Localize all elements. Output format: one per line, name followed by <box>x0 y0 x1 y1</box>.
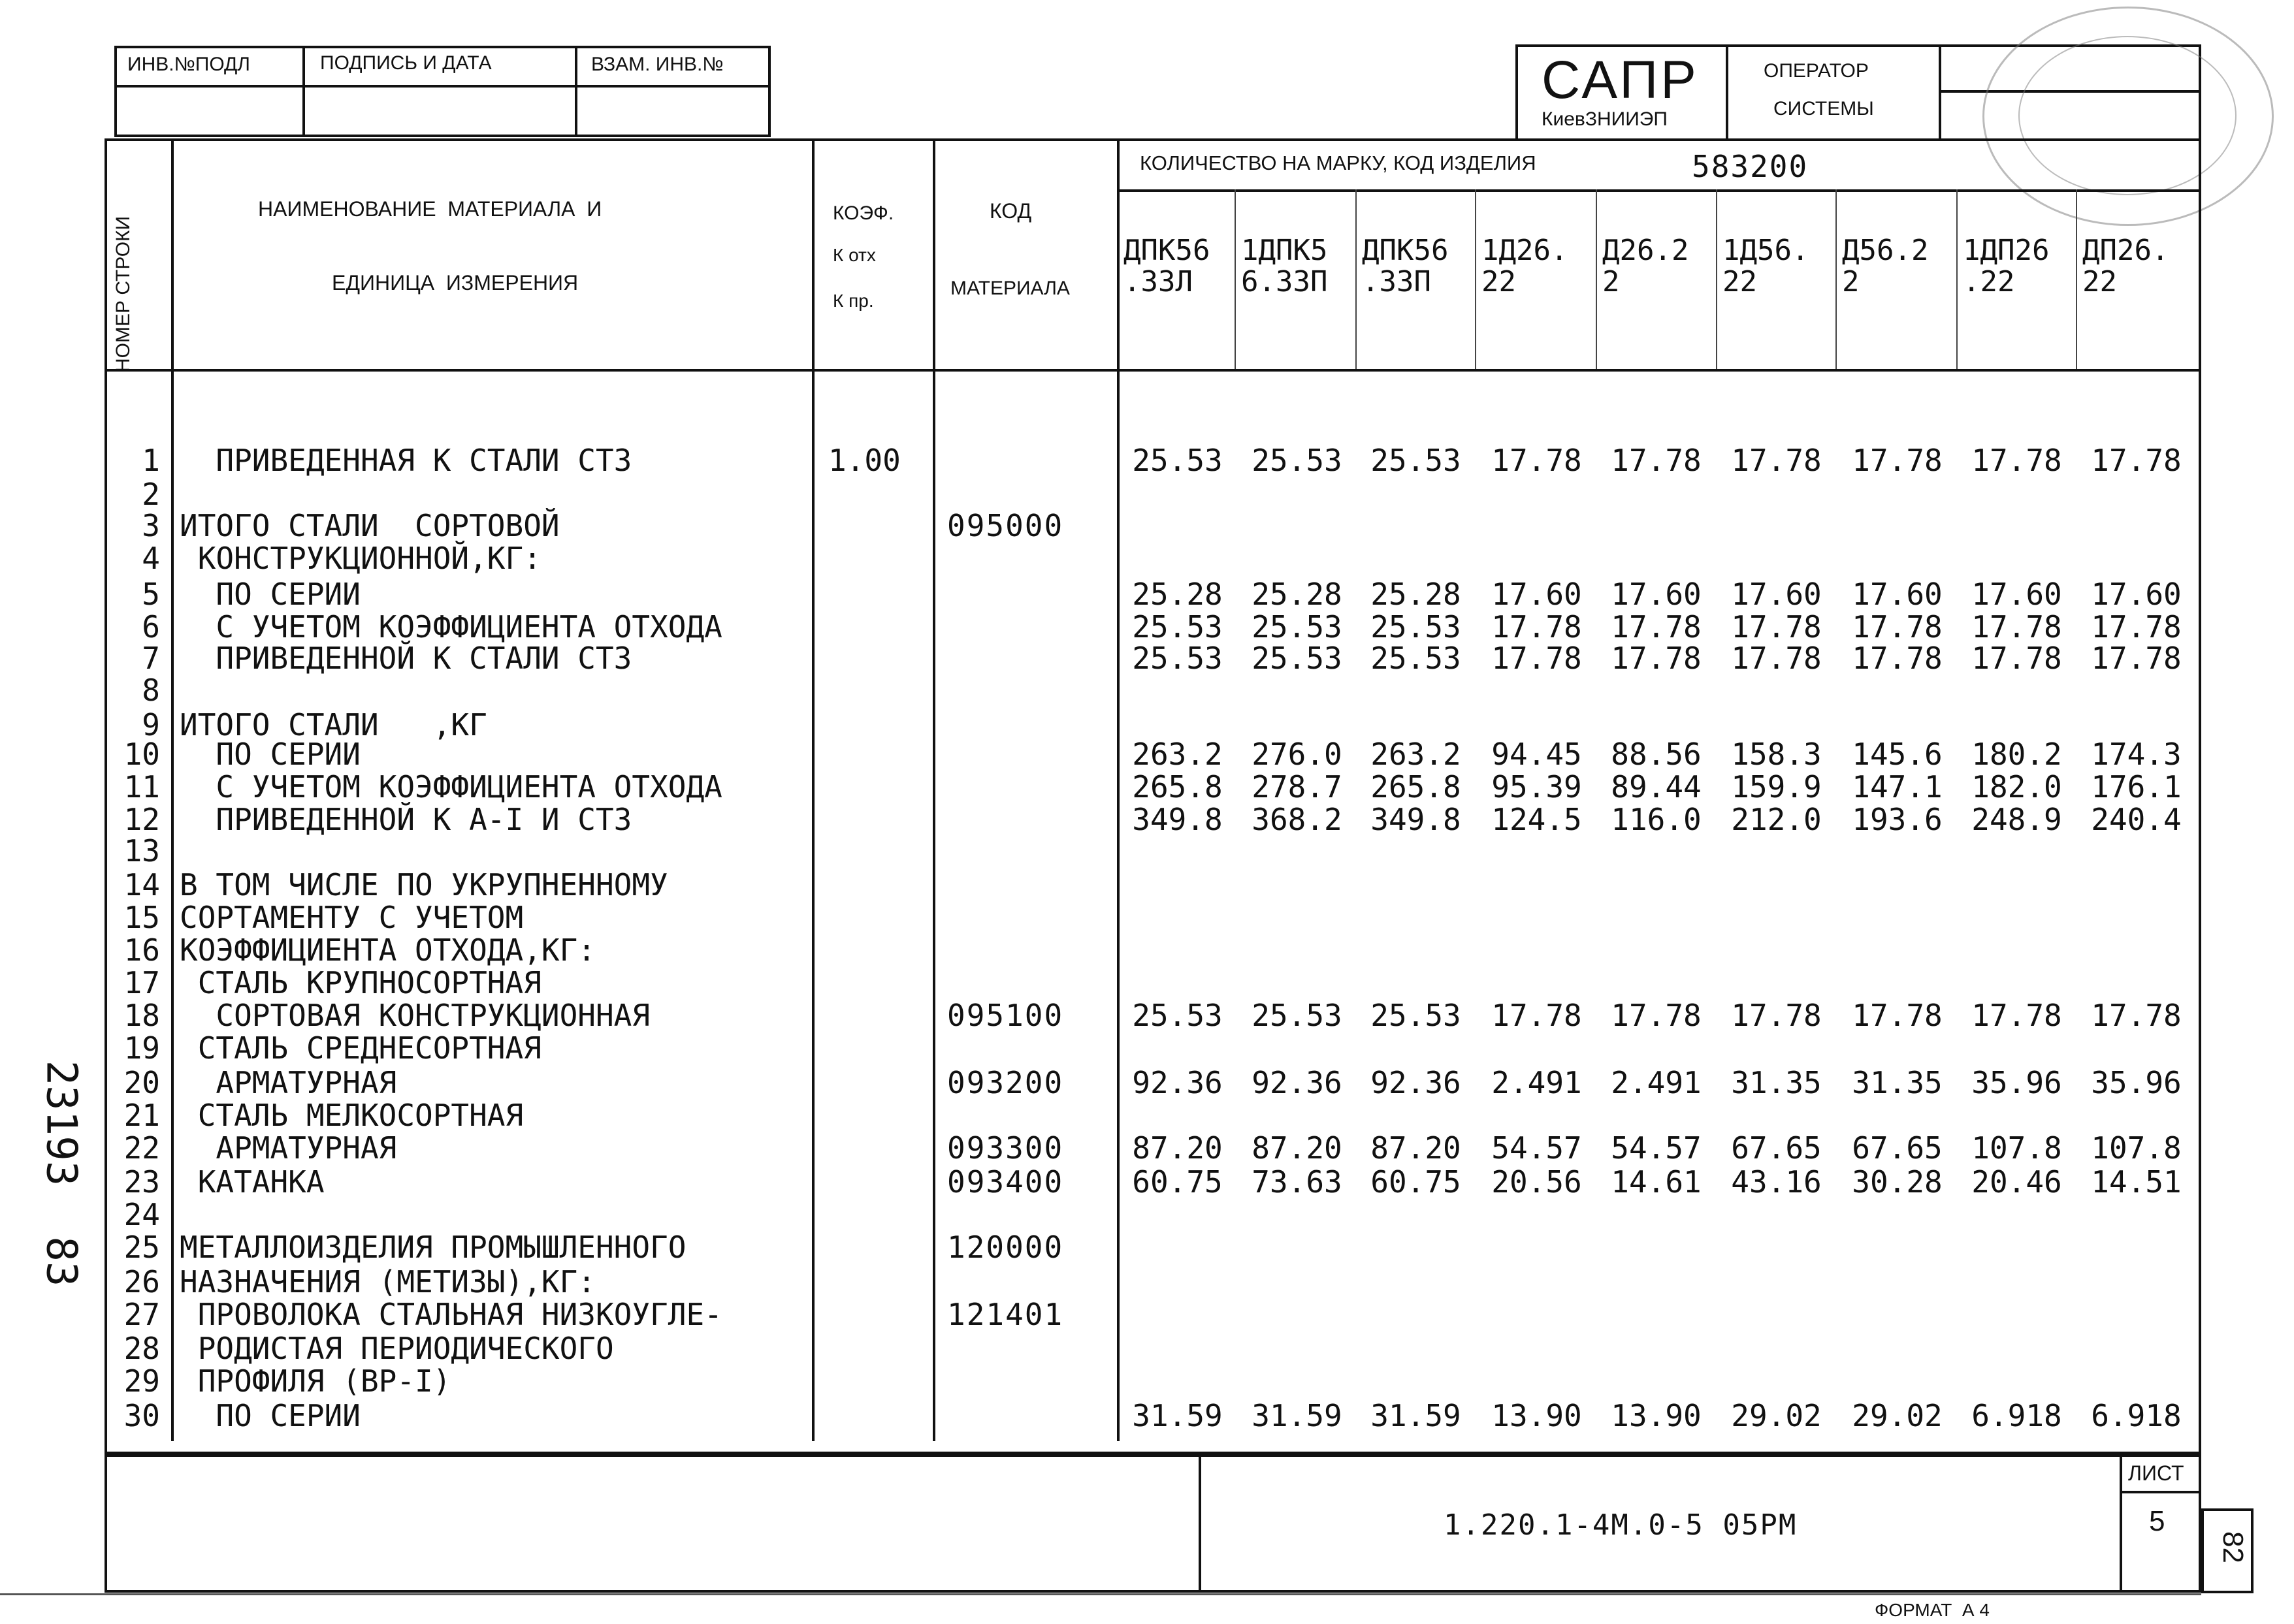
row-value-col-9: 17.78 <box>2091 609 2182 645</box>
row-material-code: 121401 <box>947 1297 1064 1332</box>
row-material-name: ПРОФИЛЯ (ВР-I) <box>180 1363 451 1399</box>
col-header-4: 1Д26. 22 <box>1481 234 1568 298</box>
sheet-label: ЛИСТ <box>2128 1461 2184 1485</box>
row-value-col-6: 159.9 <box>1731 769 1822 804</box>
row-number: 24 <box>123 1197 160 1232</box>
row-value-col-1: 25.53 <box>1132 443 1223 478</box>
row-value-col-4: 54.57 <box>1491 1130 1582 1166</box>
row-value-col-8: 20.46 <box>1971 1164 2062 1200</box>
row-value-col-5: 17.78 <box>1611 443 1702 478</box>
row-value-col-7: 145.6 <box>1852 737 1943 772</box>
row-number: 17 <box>123 965 160 1000</box>
row-material-name: ИТОГО СТАЛИ ,КГ <box>180 707 487 742</box>
row-value-col-7: 30.28 <box>1852 1164 1943 1200</box>
col-header-7: Д56.2 2 <box>1842 234 1929 298</box>
row-number: 10 <box>123 737 160 772</box>
col-header-6: 1Д56. 22 <box>1722 234 1809 298</box>
col-header-5: Д26.2 2 <box>1602 234 1689 298</box>
row-value-col-2: 92.36 <box>1252 1065 1342 1100</box>
row-value-col-7: 193.6 <box>1852 802 1943 837</box>
row-material-name: ПРОВОЛОКА СТАЛЬНАЯ НИЗКОУГЛЕ- <box>180 1297 722 1332</box>
row-value-col-3: 60.75 <box>1370 1164 1461 1200</box>
row-value-col-8: 182.0 <box>1971 769 2062 804</box>
row-value-col-7: 17.78 <box>1852 609 1943 645</box>
document-code: 1.220.1-4М.0-5 05РМ <box>1444 1508 1798 1542</box>
row-value-col-1: 25.28 <box>1132 577 1223 612</box>
row-number: 15 <box>123 900 160 935</box>
row-number: 21 <box>123 1098 160 1133</box>
row-value-col-6: 29.02 <box>1731 1398 1822 1433</box>
row-value-col-8: 17.60 <box>1971 577 2062 612</box>
row-number: 1 <box>142 443 160 478</box>
row-number: 7 <box>142 641 160 676</box>
row-value-col-1: 349.8 <box>1132 802 1223 837</box>
row-value-col-3: 25.28 <box>1370 577 1461 612</box>
row-value-col-2: 87.20 <box>1252 1130 1342 1166</box>
row-number: 9 <box>142 707 160 742</box>
row-value-col-8: 17.78 <box>1971 998 2062 1033</box>
row-value-col-3: 25.53 <box>1370 609 1461 645</box>
row-value-col-3: 25.53 <box>1370 641 1461 676</box>
row-number: 16 <box>123 932 160 968</box>
row-value-col-5: 116.0 <box>1611 802 1702 837</box>
col-header-8: 1ДП26 .22 <box>1963 234 2050 298</box>
row-value-col-6: 158.3 <box>1731 737 1822 772</box>
coef-header-line2: К отх <box>833 245 876 265</box>
row-number: 26 <box>123 1264 160 1299</box>
row-value-col-5: 17.78 <box>1611 641 1702 676</box>
row-value-col-9: 6.918 <box>2091 1398 2182 1433</box>
row-number: 23 <box>123 1164 160 1200</box>
row-value-col-6: 31.35 <box>1731 1065 1822 1100</box>
row-number: 8 <box>142 673 160 708</box>
row-value-col-4: 13.90 <box>1491 1398 1582 1433</box>
row-material-code: 093300 <box>947 1130 1064 1166</box>
row-value-col-2: 25.53 <box>1252 641 1342 676</box>
row-value-col-6: 17.78 <box>1731 998 1822 1033</box>
row-value-col-6: 17.78 <box>1731 609 1822 645</box>
row-value-col-2: 25.53 <box>1252 443 1342 478</box>
row-material-name: ПО СЕРИИ <box>180 577 361 612</box>
row-value-col-7: 147.1 <box>1852 769 1943 804</box>
row-number: 28 <box>123 1331 160 1366</box>
row-value-col-4: 94.45 <box>1491 737 1582 772</box>
row-value-col-5: 13.90 <box>1611 1398 1702 1433</box>
row-material-name: АРМАТУРНАЯ <box>180 1065 397 1100</box>
row-number: 18 <box>123 998 160 1033</box>
row-material-name: С УЧЕТОМ КОЭФФИЦИЕНТА ОТХОДА <box>180 609 722 645</box>
row-value-col-1: 25.53 <box>1132 609 1223 645</box>
row-value-col-2: 73.63 <box>1252 1164 1342 1200</box>
format-label: ФОРМАТ А 4 <box>1875 1600 1990 1620</box>
row-value-col-1: 87.20 <box>1132 1130 1223 1166</box>
row-value-col-7: 29.02 <box>1852 1398 1943 1433</box>
row-material-name: ИТОГО СТАЛИ СОРТОВОЙ <box>180 508 560 543</box>
row-material-name: СТАЛЬ МЕЛКОСОРТНАЯ <box>180 1098 524 1133</box>
row-number: 12 <box>123 802 160 837</box>
row-material-name: СОРТОВАЯ КОНСТРУКЦИОННАЯ <box>180 998 651 1033</box>
podpis-data-label: ПОДПИСЬ И ДАТА <box>320 52 492 74</box>
row-value-col-5: 17.60 <box>1611 577 1702 612</box>
row-material-name: ПО СЕРИИ <box>180 1398 361 1433</box>
row-value-col-8: 6.918 <box>1971 1398 2062 1433</box>
name-header-line1: НАИМЕНОВАНИЕ МАТЕРИАЛА И <box>258 197 602 221</box>
row-value-col-3: 263.2 <box>1370 737 1461 772</box>
row-value-col-4: 17.78 <box>1491 443 1582 478</box>
row-number: 6 <box>142 609 160 645</box>
row-material-name: СТАЛЬ КРУПНОСОРТНАЯ <box>180 965 541 1000</box>
operator-label: ОПЕРАТОР <box>1764 60 1869 82</box>
row-material-code: 093400 <box>947 1164 1064 1200</box>
vzam-inv-label: ВЗАМ. ИНВ.№ <box>591 54 724 75</box>
row-material-name: МЕТАЛЛОИЗДЕЛИЯ ПРОМЫШЛЕННОГО <box>180 1230 687 1265</box>
row-value-col-8: 107.8 <box>1971 1130 2062 1166</box>
row-material-name: СТАЛЬ СРЕДНЕСОРТНАЯ <box>180 1030 541 1066</box>
row-number: 30 <box>123 1398 160 1433</box>
row-value-col-3: 349.8 <box>1370 802 1461 837</box>
row-value-col-9: 240.4 <box>2091 802 2182 837</box>
row-value-col-9: 174.3 <box>2091 737 2182 772</box>
row-value-col-2: 25.28 <box>1252 577 1342 612</box>
row-material-name: КОНСТРУКЦИОННОЙ,КГ: <box>180 541 541 576</box>
row-value-col-1: 60.75 <box>1132 1164 1223 1200</box>
row-material-code: 120000 <box>947 1230 1064 1265</box>
row-value-col-5: 88.56 <box>1611 737 1702 772</box>
col-header-9: ДП26. 22 <box>2082 234 2169 298</box>
row-value-col-5: 14.61 <box>1611 1164 1702 1200</box>
row-value-col-9: 107.8 <box>2091 1130 2182 1166</box>
code-header-line2: МАТЕРИАЛА <box>950 278 1070 299</box>
row-value-col-3: 87.20 <box>1370 1130 1461 1166</box>
row-value-col-2: 278.7 <box>1252 769 1342 804</box>
row-value-col-9: 17.60 <box>2091 577 2182 612</box>
row-value-col-2: 31.59 <box>1252 1398 1342 1433</box>
row-material-name: СОРТАМЕНТУ С УЧЕТОМ <box>180 900 524 935</box>
inv-podl-label: ИНВ.№ПОДЛ <box>127 54 250 75</box>
col-header-1: ДПК56 .33Л <box>1123 234 1210 298</box>
row-value-col-4: 17.78 <box>1491 641 1582 676</box>
qty-header-label: КОЛИЧЕСТВО НА МАРКУ, КОД ИЗДЕЛИЯ <box>1140 151 1536 174</box>
name-header-line2: ЕДИНИЦА ИЗМЕРЕНИЯ <box>332 271 579 295</box>
product-code: 583200 <box>1692 149 1809 184</box>
row-value-col-1: 31.59 <box>1132 1398 1223 1433</box>
row-value-col-7: 17.60 <box>1852 577 1943 612</box>
row-value-col-5: 17.78 <box>1611 998 1702 1033</box>
row-value-col-2: 368.2 <box>1252 802 1342 837</box>
col-header-2: 1ДПК5 6.33П <box>1241 234 1328 298</box>
row-material-name: АРМАТУРНАЯ <box>180 1130 397 1166</box>
row-material-name: В ТОМ ЧИСЛЕ ПО УКРУПНЕННОМУ <box>180 867 668 902</box>
row-number: 29 <box>123 1363 160 1399</box>
row-value-col-9: 17.78 <box>2091 998 2182 1033</box>
row-value-col-1: 265.8 <box>1132 769 1223 804</box>
row-number: 11 <box>123 769 160 804</box>
row-number: 27 <box>123 1297 160 1332</box>
row-value-col-4: 17.60 <box>1491 577 1582 612</box>
row-material-code: 095100 <box>947 998 1064 1033</box>
row-value-col-4: 95.39 <box>1491 769 1582 804</box>
row-number: 22 <box>123 1130 160 1166</box>
row-material-name: ПРИВЕДЕННОЙ К СТАЛИ СТ3 <box>180 641 632 676</box>
row-value-col-6: 67.65 <box>1731 1130 1822 1166</box>
row-value-col-4: 2.491 <box>1491 1065 1582 1100</box>
row-value-col-9: 14.51 <box>2091 1164 2182 1200</box>
row-value-col-8: 35.96 <box>1971 1065 2062 1100</box>
row-value-col-9: 17.78 <box>2091 641 2182 676</box>
row-value-col-6: 17.60 <box>1731 577 1822 612</box>
row-value-col-2: 276.0 <box>1252 737 1342 772</box>
row-value-col-9: 176.1 <box>2091 769 2182 804</box>
row-number: 13 <box>123 833 160 868</box>
row-value-col-9: 17.78 <box>2091 443 2182 478</box>
org-name: КиевЗНИИЭП <box>1542 108 1668 130</box>
row-value-col-4: 124.5 <box>1491 802 1582 837</box>
row-material-name: ПО СЕРИИ <box>180 737 361 772</box>
row-value-col-3: 92.36 <box>1370 1065 1461 1100</box>
row-material-name: ПРИВЕДЕННОЙ К А-I И СТ3 <box>180 802 632 837</box>
row-value-col-3: 25.53 <box>1370 443 1461 478</box>
row-value-col-7: 17.78 <box>1852 641 1943 676</box>
row-number: 4 <box>142 541 160 576</box>
row-number: 19 <box>123 1030 160 1066</box>
row-number: 20 <box>123 1065 160 1100</box>
row-material-name: КОЭФФИЦИЕНТА ОТХОДА,КГ: <box>180 932 596 968</box>
row-value-col-6: 43.16 <box>1731 1164 1822 1200</box>
row-value-col-3: 31.59 <box>1370 1398 1461 1433</box>
footer-frame <box>105 1454 2201 1593</box>
row-value-col-6: 212.0 <box>1731 802 1822 837</box>
row-value-col-4: 20.56 <box>1491 1164 1582 1200</box>
row-value-col-8: 180.2 <box>1971 737 2062 772</box>
row-value-col-6: 17.78 <box>1731 443 1822 478</box>
row-value-col-4: 17.78 <box>1491 609 1582 645</box>
left-margin-number: 23193 83 <box>37 1060 86 1287</box>
code-header-line1: КОД <box>990 199 1032 223</box>
row-material-code: 095000 <box>947 508 1064 543</box>
row-value-col-6: 17.78 <box>1731 641 1822 676</box>
row-value-col-7: 67.65 <box>1852 1130 1943 1166</box>
row-material-name: РОДИСТАЯ ПЕРИОДИЧЕСКОГО <box>180 1331 614 1366</box>
row-value-col-8: 17.78 <box>1971 443 2062 478</box>
row-number-header: НОМЕР СТРОКИ <box>112 215 134 372</box>
row-number: 14 <box>123 867 160 902</box>
row-value-col-4: 17.78 <box>1491 998 1582 1033</box>
row-material-name: С УЧЕТОМ КОЭФФИЦИЕНТА ОТХОДА <box>180 769 722 804</box>
row-value-col-1: 263.2 <box>1132 737 1223 772</box>
sapr-logo: САПР <box>1542 50 1699 110</box>
row-value-col-3: 265.8 <box>1370 769 1461 804</box>
row-value-col-3: 25.53 <box>1370 998 1461 1033</box>
col-header-3: ДПК56 .33П <box>1362 234 1449 298</box>
row-coefficient: 1.00 <box>828 443 901 478</box>
row-value-col-8: 17.78 <box>1971 609 2062 645</box>
sheet-number: 5 <box>2149 1505 2165 1537</box>
row-value-col-7: 31.35 <box>1852 1065 1943 1100</box>
row-number: 3 <box>142 508 160 543</box>
row-material-name: НАЗНАЧЕНИЯ (МЕТИЗЫ),КГ: <box>180 1264 596 1299</box>
row-value-col-2: 25.53 <box>1252 998 1342 1033</box>
row-value-col-8: 248.9 <box>1971 802 2062 837</box>
row-material-code: 093200 <box>947 1065 1064 1100</box>
row-value-col-5: 2.491 <box>1611 1065 1702 1100</box>
row-value-col-8: 17.78 <box>1971 641 2062 676</box>
row-material-name: ПРИВЕДЕННАЯ К СТАЛИ СТ3 <box>180 443 632 478</box>
row-value-col-9: 35.96 <box>2091 1065 2182 1100</box>
row-value-col-1: 25.53 <box>1132 641 1223 676</box>
row-value-col-5: 54.57 <box>1611 1130 1702 1166</box>
sistemy-label: СИСТЕМЫ <box>1773 98 1874 119</box>
row-value-col-7: 17.78 <box>1852 443 1943 478</box>
row-material-name: КАТАНКА <box>180 1164 325 1200</box>
coef-header-line3: К пр. <box>833 291 874 311</box>
coef-header-line1: КОЭФ. <box>833 202 894 224</box>
row-number: 25 <box>123 1230 160 1265</box>
row-value-col-1: 25.53 <box>1132 998 1223 1033</box>
row-value-col-2: 25.53 <box>1252 609 1342 645</box>
row-value-col-5: 17.78 <box>1611 609 1702 645</box>
side-page-number: 82 <box>2217 1531 2249 1563</box>
row-value-col-1: 92.36 <box>1132 1065 1223 1100</box>
row-number: 5 <box>142 577 160 612</box>
row-number: 2 <box>142 477 160 512</box>
row-value-col-7: 17.78 <box>1852 998 1943 1033</box>
row-value-col-5: 89.44 <box>1611 769 1702 804</box>
